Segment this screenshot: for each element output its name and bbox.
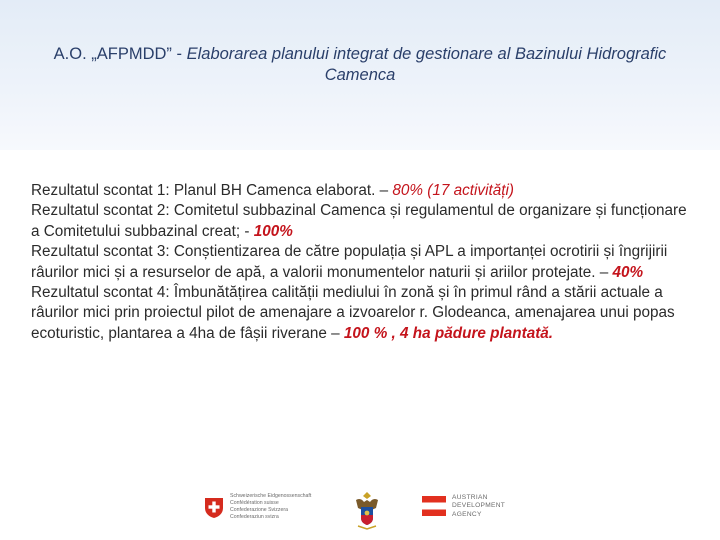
result-text: Îmbunătățirea calității mediului în zonă și în primul rând a stării actuale a râurilor mici prin proiectul pilot de amenajare a izvoarelor r. Glodeanca, amenajarea unui popas ecoturistic, plantarea a 4ha de fâșii riverane – xyxy=(31,284,675,342)
result-item xyxy=(31,201,699,242)
result-item xyxy=(31,181,699,201)
ada-line-1: AUSTRIAN xyxy=(452,494,488,501)
result-progress: 100 % , 4 ha pădure plantată. xyxy=(343,324,554,342)
result-text: Comitetul subbazinal Camenca și regulamentul de organizare și funcționare a Comitetului subbazinal creat; - xyxy=(31,202,687,240)
result-progress: 100% xyxy=(253,222,293,240)
title-subject: Elaborarea planului integrat de gestionare al Bazinului Hidrografic Camenca xyxy=(186,45,667,84)
result-label: Rezultatul scontat 2: xyxy=(31,202,170,220)
partner-logos xyxy=(200,490,540,530)
ada-line-3: AGENCY xyxy=(452,510,482,518)
swiss-confederation-logo xyxy=(204,493,324,527)
swiss-confederation-text: Schweizerische Eidgenossenschaft Confédération suisse Confederazione Svizzera Confederaziun svizra xyxy=(230,493,312,520)
moldova-coat-of-arms xyxy=(353,490,381,530)
result-label: Rezultatul scontat 3: xyxy=(31,243,170,261)
result-item xyxy=(31,283,699,344)
slide-title xyxy=(40,44,680,86)
result-item xyxy=(31,242,699,283)
title-organization: A.O. „AFPMDD” - xyxy=(53,45,187,63)
austrian-flag-icon xyxy=(422,496,446,516)
austrian-agency-text xyxy=(452,494,505,519)
result-progress: 40% xyxy=(612,263,644,281)
moldova-coat-of-arms-icon xyxy=(353,490,381,530)
result-progress: 80% (17 activități) xyxy=(392,182,514,199)
result-label: Rezultatul scontat 1: xyxy=(31,182,170,199)
ada-line-2: DEVELOPMENT xyxy=(452,502,506,510)
result-text: Planul BH Camenca elaborat. – xyxy=(169,182,393,199)
result-text: Conștientizarea de către populația și APL a importanței ocrotirii și îngrijirii râurilor mici și a resurselor de apă, a valorii monumentelor naturii și ariilor protejate. – xyxy=(31,243,668,281)
austrian-development-agency-logo xyxy=(422,494,542,528)
result-label: Rezultatul scontat 4: xyxy=(31,284,170,302)
results-list xyxy=(31,181,699,344)
swiss-cross-icon xyxy=(204,497,224,519)
